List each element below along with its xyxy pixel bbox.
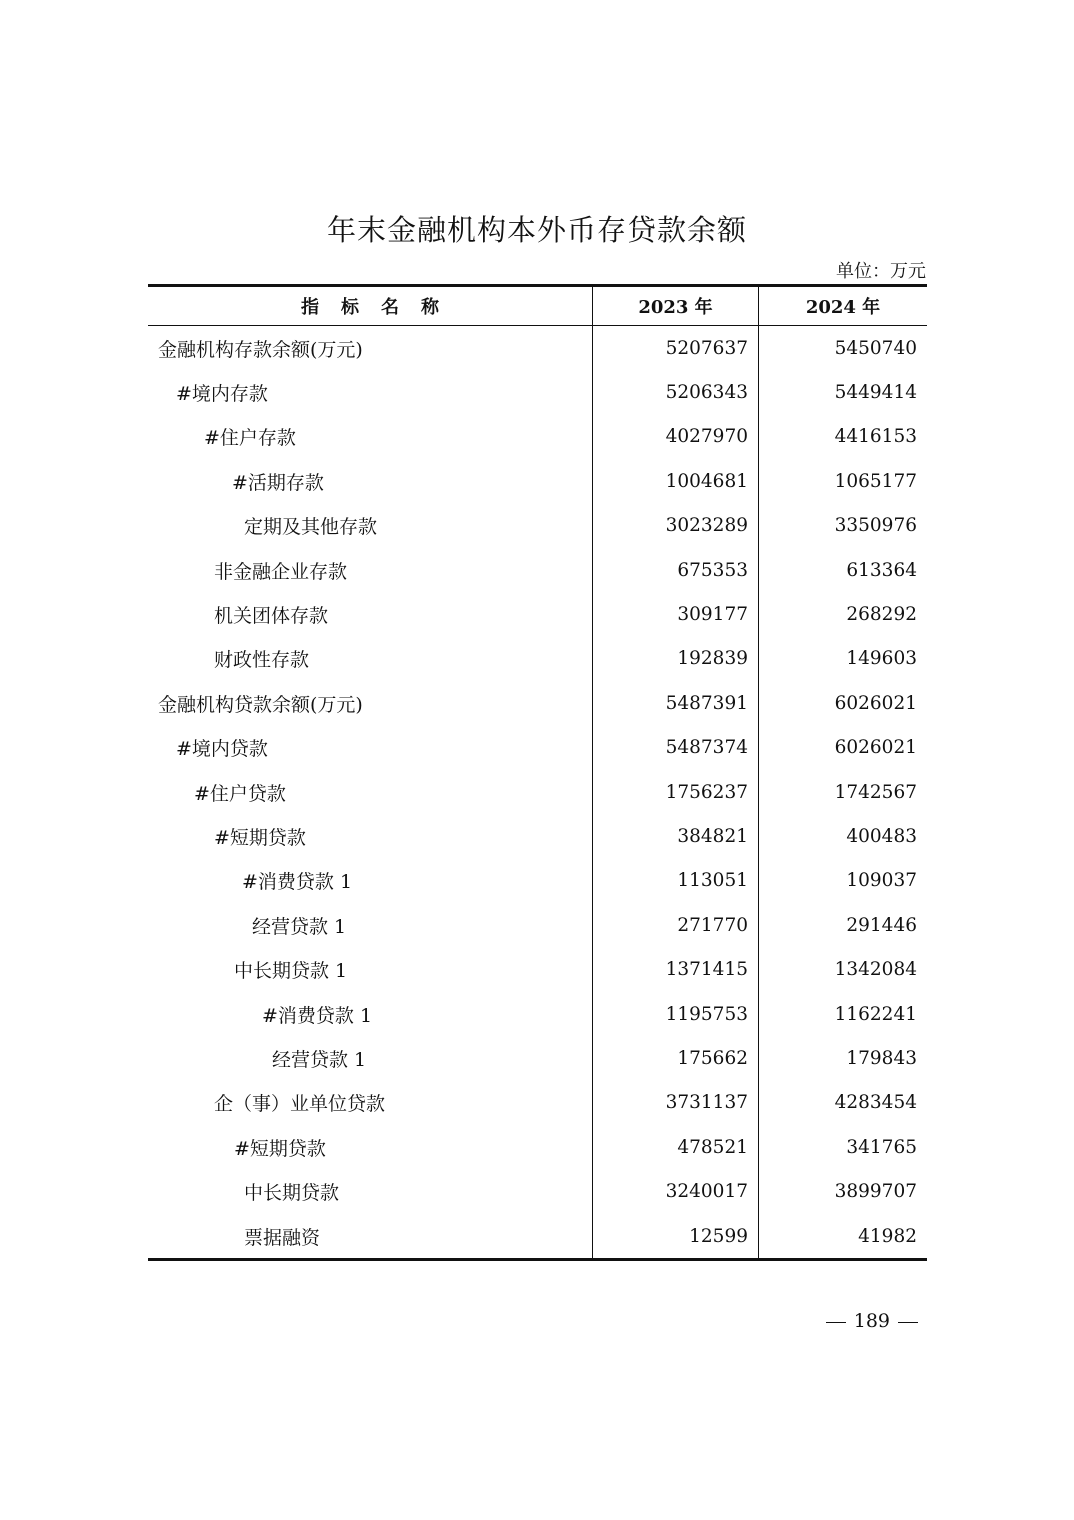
- row-indicator-name: #短期贷款: [148, 1125, 593, 1169]
- row-value-2023: 5487374: [593, 726, 759, 770]
- table-row: [148, 1081, 927, 1125]
- row-value-2023: 1371415: [593, 947, 759, 991]
- table-row: [148, 903, 927, 947]
- row-value-2023: 3731137: [593, 1081, 759, 1125]
- row-value-2023: 192839: [593, 637, 759, 681]
- row-value-2023: 1756237: [593, 770, 759, 814]
- row-indicator-name: 财政性存款: [148, 637, 593, 681]
- page-title: 年末金融机构本外币存贷款余额: [326, 213, 747, 247]
- row-value-2023: 113051: [593, 859, 759, 903]
- row-value-2024: 179843: [846, 1047, 917, 1069]
- table-row: [148, 548, 927, 592]
- row-indicator-name: 金融机构贷款余额(万元): [148, 681, 593, 725]
- table-row: [148, 1169, 927, 1213]
- row-value-2024: 268292: [846, 604, 917, 626]
- row-value-2024: 400483: [846, 825, 917, 847]
- table-row: [148, 1214, 927, 1258]
- row-indicator-name: #活期存款: [148, 459, 593, 503]
- row-value-2024: 341765: [846, 1136, 917, 1158]
- row-value-2024: 5450740: [834, 337, 917, 359]
- row-value-2024: 1162241: [834, 1003, 917, 1025]
- row-value-2024: 613364: [846, 559, 917, 581]
- row-indicator-name: #消费贷款 1: [148, 992, 593, 1036]
- table-row: [148, 326, 927, 370]
- table-header: [148, 287, 927, 326]
- row-value-2024: 6026021: [834, 692, 917, 714]
- row-indicator-name: 定期及其他存款: [148, 504, 593, 548]
- row-value-2024: 3899707: [834, 1181, 917, 1203]
- row-value-2023: 1004681: [593, 459, 759, 503]
- table-row: [148, 992, 927, 1036]
- row-value-2024: 41982: [858, 1225, 917, 1247]
- row-indicator-name: 中长期贷款 1: [148, 947, 593, 991]
- row-value-2023: 12599: [593, 1214, 759, 1258]
- page-number: 189: [853, 1310, 890, 1332]
- row-indicator-name: 经营贷款 1: [148, 903, 593, 947]
- table-row: [148, 770, 927, 814]
- row-value-2023: 5206343: [593, 370, 759, 414]
- row-indicator-name: 经营贷款 1: [148, 1036, 593, 1080]
- row-value-2024: 6026021: [834, 737, 917, 759]
- row-indicator-name: #消费贷款 1: [148, 859, 593, 903]
- table-row: [148, 370, 927, 414]
- table-row: [148, 681, 927, 725]
- row-indicator-name: 机关团体存款: [148, 592, 593, 636]
- row-value-2023: 5487391: [593, 681, 759, 725]
- table-row: [148, 637, 927, 681]
- row-indicator-name: 非金融企业存款: [148, 548, 593, 592]
- row-value-2024: 109037: [846, 870, 917, 892]
- table-row: [148, 947, 927, 991]
- row-value-2024: 1065177: [834, 470, 917, 492]
- table-row: [148, 592, 927, 636]
- row-value-2023: 5207637: [593, 326, 759, 370]
- row-value-2024: 149603: [846, 648, 917, 670]
- row-value-2023: 4027970: [593, 415, 759, 459]
- row-indicator-name: #境内贷款: [148, 726, 593, 770]
- row-value-2024: 3350976: [834, 515, 917, 537]
- header-2023: 2023 年: [593, 287, 759, 325]
- row-indicator-name: #境内存款: [148, 370, 593, 414]
- table-body: [148, 326, 927, 1258]
- table-row: [148, 1036, 927, 1080]
- row-value-2023: 384821: [593, 814, 759, 858]
- row-indicator-name: #住户存款: [148, 415, 593, 459]
- data-table: [148, 284, 927, 1261]
- row-value-2024: 4416153: [834, 426, 917, 448]
- row-value-2023: 3023289: [593, 504, 759, 548]
- footer-dash-left: [826, 1322, 846, 1323]
- header-indicator-name: 指标名称: [148, 287, 593, 325]
- row-value-2023: 309177: [593, 592, 759, 636]
- table-row: [148, 1125, 927, 1169]
- unit-label: 单位：万元: [836, 261, 926, 282]
- row-indicator-name: 票据融资: [148, 1214, 593, 1258]
- row-value-2023: 478521: [593, 1125, 759, 1169]
- row-value-2024: 4283454: [834, 1092, 917, 1114]
- table-row: [148, 504, 927, 548]
- row-indicator-name: #短期贷款: [148, 814, 593, 858]
- table-row: [148, 726, 927, 770]
- row-value-2023: 675353: [593, 548, 759, 592]
- row-value-2024: 5449414: [834, 382, 917, 404]
- row-indicator-name: 企（事）业单位贷款: [148, 1081, 593, 1125]
- table-row: [148, 415, 927, 459]
- row-indicator-name: 金融机构存款余额(万元): [148, 326, 593, 370]
- row-value-2024: 1742567: [834, 781, 917, 803]
- row-value-2024: 1342084: [834, 959, 917, 981]
- table-row: [148, 859, 927, 903]
- page-footer: [818, 1310, 926, 1332]
- footer-dash-right: [898, 1322, 918, 1323]
- row-value-2023: 175662: [593, 1036, 759, 1080]
- row-value-2023: 3240017: [593, 1169, 759, 1213]
- row-value-2023: 1195753: [593, 992, 759, 1036]
- row-indicator-name: 中长期贷款: [148, 1169, 593, 1213]
- row-value-2024: 291446: [846, 914, 917, 936]
- table-row: [148, 459, 927, 503]
- table-row: [148, 814, 927, 858]
- row-value-2023: 271770: [593, 903, 759, 947]
- header-2024: 2024 年: [805, 297, 881, 318]
- row-indicator-name: #住户贷款: [148, 770, 593, 814]
